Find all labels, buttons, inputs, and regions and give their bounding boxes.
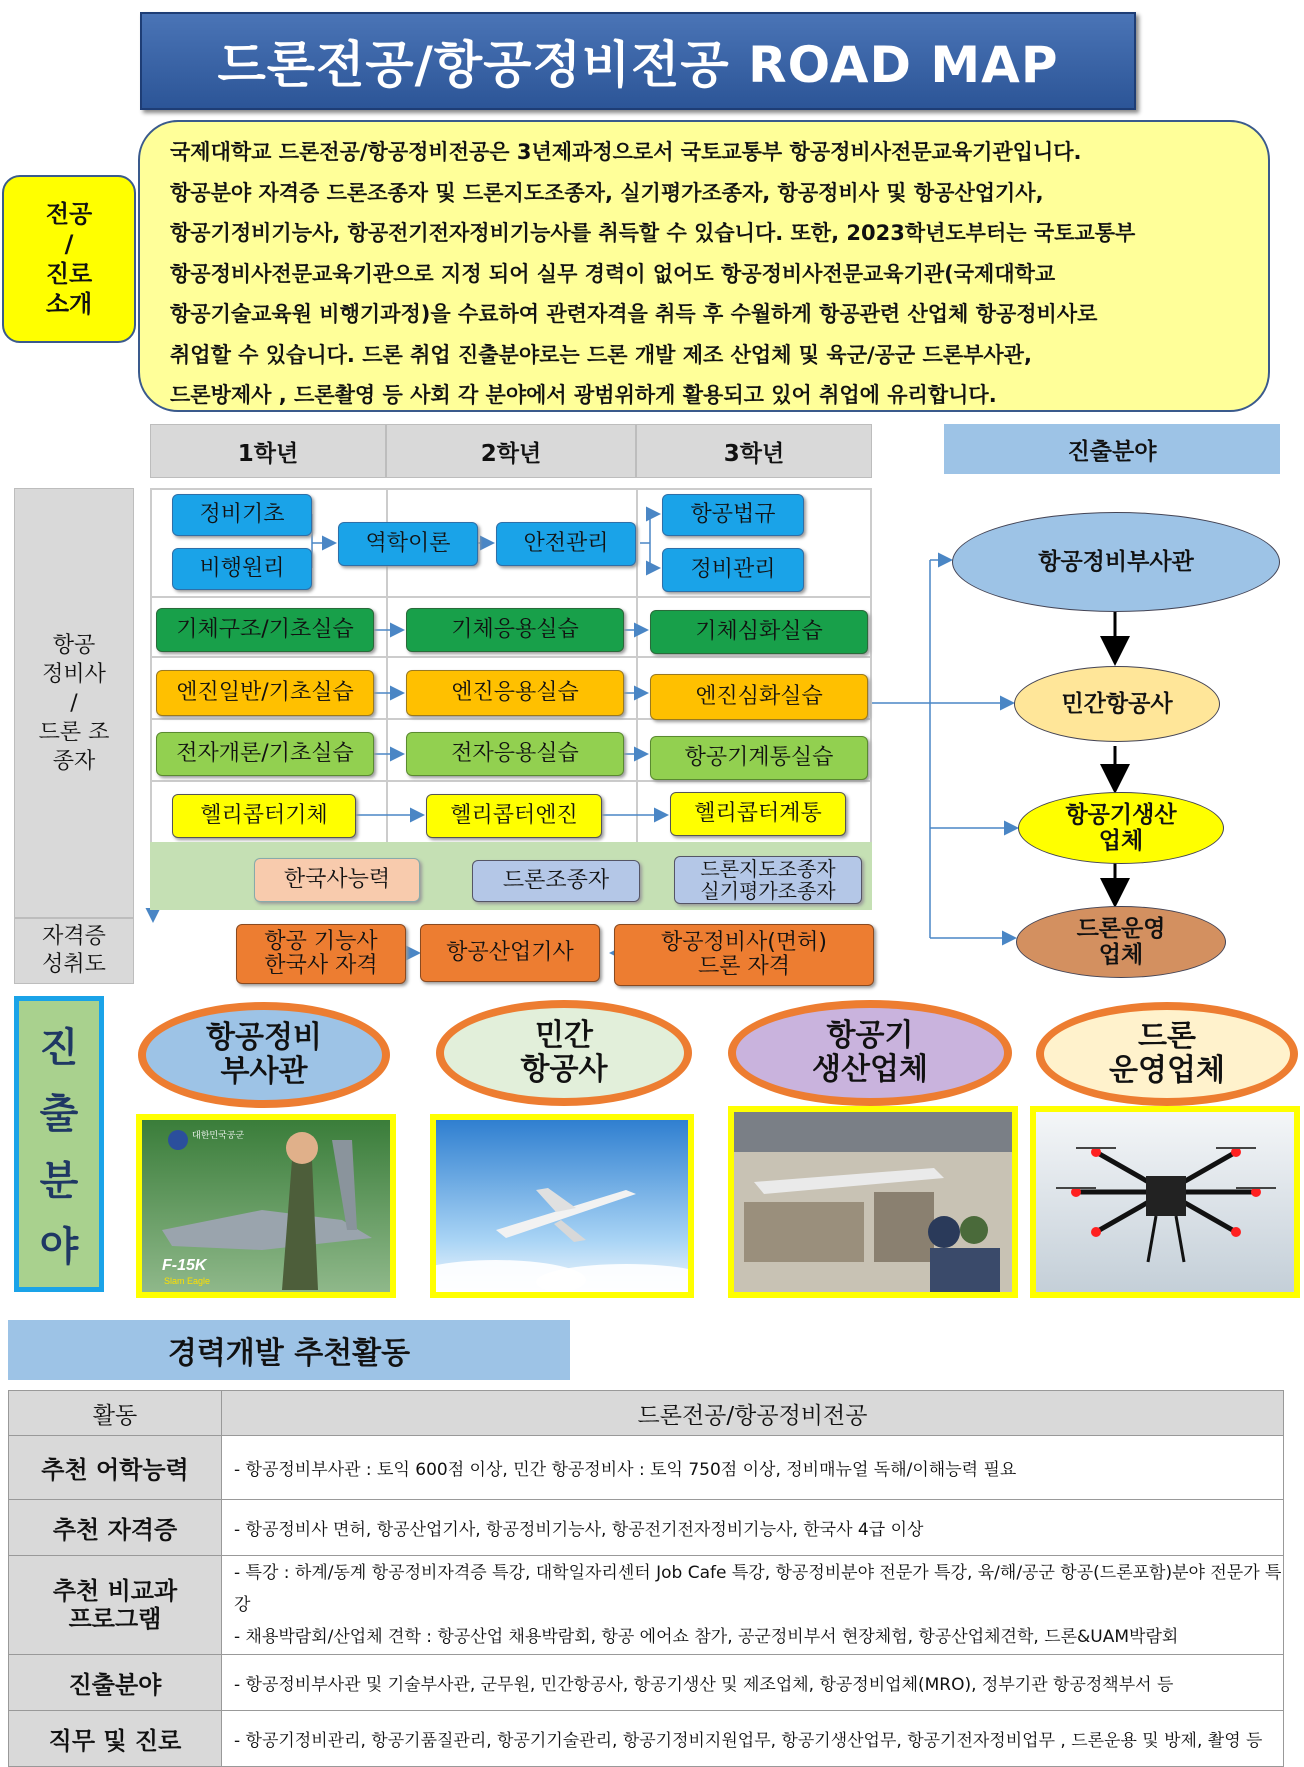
intro-label-line: / xyxy=(64,230,74,258)
intro-line: 항공기술교육원 비행기과정)을 수료하여 관련자격을 취득 후 수월하게 항공관련 산업체 항공정비사로 xyxy=(170,302,1098,326)
ring-airline-line1: 민간 xyxy=(535,1018,593,1053)
track-label-line: 정비사 xyxy=(42,661,106,687)
course-mechanics: 역학이론 xyxy=(338,522,478,566)
course-airframe-advanced: 기체심화실습 xyxy=(650,610,868,654)
intro-line: 항공기정비기능사, 항공전기전자정비기능사를 취득할 수 있습니다. 또한, 2023학년도부터는 국토교통부 xyxy=(170,221,1136,245)
ring-drone-line1: 드론 xyxy=(1138,1019,1196,1054)
table-row xyxy=(9,1500,1284,1556)
table-row xyxy=(9,1436,1284,1500)
intro-line: 취업할 수 있습니다. 드론 취업 진출분야로는 드론 개발 제조 산업체 및 육군/공군 드론부사관, xyxy=(170,342,1032,367)
career-civil-airline: 민간항공사 xyxy=(1014,666,1220,742)
table-row-key xyxy=(9,1556,222,1655)
cert-aircraft-mechanic-line1: 항공정비사(면허) xyxy=(661,930,827,955)
cert-drone-pilot: 드론조종자 xyxy=(472,860,640,902)
table-row-value xyxy=(222,1556,1284,1655)
career-header: 진출분야 xyxy=(944,424,1280,474)
table-row-key: 추천 자격증 xyxy=(9,1500,222,1556)
cert-drone-instructor-line2: 실기평가조종자 xyxy=(700,879,836,903)
table-row-value: - 항공정비부사관 및 기술부사관, 군무원, 민간항공사, 항공기생산 및 제조업체, 항공정비업체(MRO), 정부기관 항공정책부서 등 xyxy=(222,1655,1284,1711)
table-header-activity: 활동 xyxy=(9,1391,222,1436)
track-label-line: 항공 xyxy=(52,632,96,658)
ring-nco-line2: 부사관 xyxy=(220,1054,308,1089)
table-row-key-line: 추천 비교과 xyxy=(52,1577,178,1605)
activities-title: 경력개발 추천활동 xyxy=(8,1320,570,1380)
course-basic-maintenance: 정비기초 xyxy=(172,494,312,536)
cert-drone-instructor-line1: 드론지도조종자 xyxy=(700,857,836,881)
table-row-value: - 항공정비사 면허, 항공산업기사, 항공정비기능사, 항공전기전자정비기능사, 한국사 4급 이상 xyxy=(222,1500,1284,1556)
table-row-key: 직무 및 진로 xyxy=(9,1711,222,1767)
career-drone-operator-line2: 업체 xyxy=(1098,942,1144,968)
ring-drone-line2: 운영업체 xyxy=(1109,1053,1225,1088)
career-vertical-char: 진 xyxy=(39,1024,79,1071)
table-row-key: 진출분야 xyxy=(9,1655,222,1711)
photo-factory xyxy=(728,1106,1018,1298)
career-vertical-char: 야 xyxy=(39,1224,79,1271)
cert-korean-history: 한국사능력 xyxy=(254,858,420,902)
intro-line: 항공분야 자격증 드론조종자 및 드론지도조종자, 실기평가조종자, 항공정비사 및 항공산업기사, xyxy=(170,180,1044,205)
course-safety: 안전관리 xyxy=(496,522,636,566)
activities-table xyxy=(8,1390,1284,1767)
intro-label-line: 소개 xyxy=(45,290,93,318)
intro-label-line: 진로 xyxy=(45,260,93,288)
table-row-key-line: 프로그램 xyxy=(68,1605,162,1633)
career-aircraft-manufacturer-line2: 업체 xyxy=(1098,828,1144,854)
course-heli-systems: 헬리콥터계통 xyxy=(670,792,846,836)
photo-drone xyxy=(1030,1106,1300,1298)
cert-technician-line2: 한국사 자격 xyxy=(264,953,378,978)
course-airframe-basic: 기체구조/기초실습 xyxy=(156,608,374,652)
ring-airline xyxy=(436,1000,692,1106)
photo-caption-f15: F-15K xyxy=(162,1257,207,1274)
ring-manufacturer xyxy=(728,1000,1012,1106)
intro-label-line: 전공 xyxy=(45,200,93,228)
year-header-3: 3학년 xyxy=(636,424,872,478)
photo-caption-slam: Slam Eagle xyxy=(164,1276,211,1286)
career-aircraft-manufacturer-line1: 항공기생산 xyxy=(1065,802,1177,828)
cert-industrial-engineer: 항공산업기사 xyxy=(420,924,600,982)
table-row xyxy=(9,1655,1284,1711)
course-electronics-basic: 전자개론/기초실습 xyxy=(156,732,374,776)
course-engine-applied: 엔진응용실습 xyxy=(406,670,624,716)
table-row xyxy=(9,1556,1284,1655)
table-row xyxy=(9,1711,1284,1767)
course-heli-airframe: 헬리콥터기체 xyxy=(172,794,356,838)
table-row-value-line: - 특강 : 하계/동계 항공정비자격증 특강, 대학일자리센터 Job Cafe 특강, 항공정비분야 전문가 특강, 육/해/공군 항공(드론포함)분야 전문가 특강 xyxy=(234,1563,1282,1615)
ring-nco-line1: 항공정비 xyxy=(206,1020,322,1055)
photo-caption-rok: 대한민국공군 xyxy=(192,1131,245,1141)
table-header-major: 드론전공/항공정비전공 xyxy=(222,1391,1284,1436)
career-vertical-label xyxy=(14,996,104,1292)
ring-airline-line2: 항공사 xyxy=(520,1052,608,1087)
career-drone-operator-line1: 드론운영 xyxy=(1076,916,1166,942)
career-drone-operator xyxy=(1016,906,1226,978)
table-row-key: 추천 어학능력 xyxy=(9,1436,222,1500)
photo-airliner xyxy=(430,1114,694,1298)
track-label-line: 종자 xyxy=(52,748,96,774)
intro-line: 드론방제사 , 드론촬영 등 사회 각 분야에서 광범위하게 활용되고 있어 취업에 유리합니다. xyxy=(170,383,997,407)
career-vertical-char: 출 xyxy=(39,1091,79,1138)
ring-drone xyxy=(1036,1002,1298,1106)
intro-line: 국제대학교 드론전공/항공정비전공은 3년제과정으로서 국토교통부 항공정비사전문교육기관입니다. xyxy=(170,140,1082,164)
table-row-value: - 항공기정비관리, 항공기품질관리, 항공기기술관리, 항공기정비지원업무, 항공기생산업무, 항공기전자정비업무 , 드론운용 및 방제, 촬영 등 xyxy=(222,1711,1284,1767)
year-header-1: 1학년 xyxy=(150,424,386,478)
track-label-line: 드론 조 xyxy=(38,719,110,745)
course-engine-advanced: 엔진심화실습 xyxy=(650,674,868,720)
table-row-value-line: - 채용박람회/산업체 견학 : 항공산업 채용박람회, 항공 에어쇼 참가, 공군정비부서 현장체험, 항공산업체견학, 드론&UAM박람회 xyxy=(234,1627,1179,1647)
course-airframe-applied: 기체응용실습 xyxy=(406,608,624,652)
page-title: 드론전공/항공정비전공 ROAD MAP xyxy=(140,12,1136,110)
ring-manufacturer-line1: 항공기 xyxy=(826,1018,914,1053)
table-row-value: - 항공정비부사관 : 토익 600점 이상, 민간 항공정비사 : 토익 750점 이상, 정비매뉴얼 독해/이해능력 필요 xyxy=(222,1436,1284,1500)
cert-technician-line1: 항공 기능사 xyxy=(264,929,378,954)
year-header-2: 2학년 xyxy=(386,424,636,478)
ring-nco xyxy=(138,1002,390,1108)
cert-label-line: 성취도 xyxy=(42,952,106,977)
course-engine-basic: 엔진일반/기초실습 xyxy=(156,670,374,716)
table-header-row xyxy=(9,1391,1284,1436)
course-aircraft-systems: 항공기계통실습 xyxy=(650,736,868,780)
course-electronics-applied: 전자응용실습 xyxy=(406,732,624,776)
intro-line: 항공정비사전문교육기관으로 지정 되어 실무 경력이 없어도 항공정비사전문교육기관(국제대학교 xyxy=(170,261,1056,286)
cert-label-line: 자격증 xyxy=(42,924,106,949)
course-heli-engine: 헬리콥터엔진 xyxy=(426,794,602,838)
course-aviation-law: 항공법규 xyxy=(662,494,804,536)
course-maintenance-mgmt: 정비관리 xyxy=(662,548,804,592)
cert-aircraft-mechanic xyxy=(614,924,874,986)
course-flight-principles: 비행원리 xyxy=(172,548,312,590)
career-air-force-nco: 항공정비부사관 xyxy=(952,512,1280,612)
cert-drone-instructor xyxy=(674,856,862,904)
career-aircraft-manufacturer xyxy=(1018,792,1224,864)
track-label-line: / xyxy=(70,690,78,716)
cert-aircraft-mechanic-line2: 드론 자격 xyxy=(697,954,790,979)
ring-manufacturer-line2: 생산업체 xyxy=(812,1052,928,1087)
photo-air-force-soldier xyxy=(136,1114,396,1298)
cert-technician xyxy=(236,924,406,984)
career-vertical-char: 분 xyxy=(39,1157,79,1204)
